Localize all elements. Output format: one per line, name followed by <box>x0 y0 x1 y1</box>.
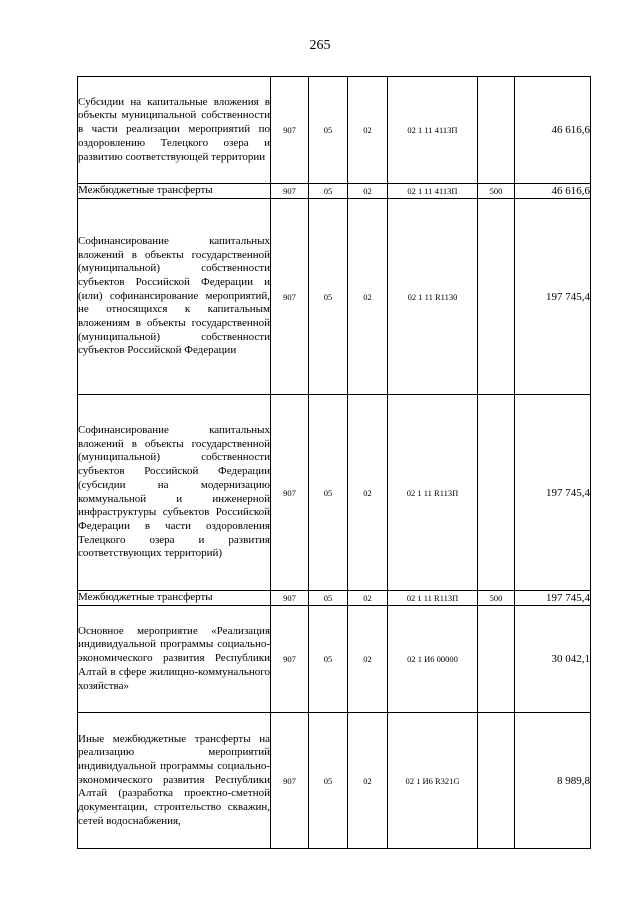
row-name-cell: Иные межбюджетные трансферты на реализацию мероприятий индивидуальной программы социально-экономического развития Республики Алтай (разработка проектно-сметной документации, строительство скважин, сетей водоснабжения, <box>78 713 271 849</box>
razdel-cell: 05 <box>309 713 348 849</box>
table-row <box>78 199 591 395</box>
csr-cell: 02 1 11 R113П <box>388 395 478 591</box>
table-row <box>78 77 591 184</box>
csr-cell: 02 1 И6 00000 <box>388 606 478 713</box>
grbs-cell: 907 <box>271 713 309 849</box>
razdel-cell: 05 <box>309 199 348 395</box>
razdel-cell: 05 <box>309 77 348 184</box>
vr-cell <box>478 395 515 591</box>
sum-cell: 30 042,1 <box>515 606 591 713</box>
podrazdel-cell: 02 <box>348 199 388 395</box>
vr-cell <box>478 713 515 849</box>
table-row <box>78 184 591 199</box>
csr-cell: 02 1 11 R1130 <box>388 199 478 395</box>
table-row <box>78 591 591 606</box>
row-name-cell: Субсидии на капитальные вложения в объекты муниципальной собственности в части реализации мероприятий по оздоровлению Телецкого озера и развитию соответствующей территории <box>78 77 271 184</box>
sum-cell: 46 616,6 <box>515 184 591 199</box>
sum-cell: 197 745,4 <box>515 591 591 606</box>
budget-table <box>77 76 591 849</box>
csr-cell: 02 1 11 4113П <box>388 77 478 184</box>
row-name-cell: Софинансирование капитальных вложений в объекты государственной (муниципальной) собственности субъектов Российской Федерации и (или) софинансирование мероприятий, не относящихся к капитальным вложениям в объекты государственной (муниципальной) собственности субъектов Российской Федерации <box>78 199 271 395</box>
podrazdel-cell: 02 <box>348 395 388 591</box>
sum-cell: 197 745,4 <box>515 199 591 395</box>
razdel-cell: 05 <box>309 184 348 199</box>
razdel-cell: 05 <box>309 591 348 606</box>
grbs-cell: 907 <box>271 606 309 713</box>
grbs-cell: 907 <box>271 199 309 395</box>
vr-cell: 500 <box>478 591 515 606</box>
grbs-cell: 907 <box>271 395 309 591</box>
table-row <box>78 395 591 591</box>
row-name-cell: Основное мероприятие «Реализация индивидуальной программы социально-экономического развития Республики Алтай в сфере жилищно-коммунального хозяйства» <box>78 606 271 713</box>
row-name-cell: Софинансирование капитальных вложений в объекты государственной (муниципальной) собственности субъектов Российской Федерации (субсидии на модернизацию коммунальной и инженерной инфраструктуры субъектов Российской Федерации в части оздоровления Телецкого озера и развития соответствующих территорий) <box>78 395 271 591</box>
row-name-cell: Межбюджетные трансферты <box>78 591 271 606</box>
podrazdel-cell: 02 <box>348 77 388 184</box>
vr-cell <box>478 606 515 713</box>
vr-cell <box>478 199 515 395</box>
page-number: 265 <box>309 38 331 53</box>
grbs-cell: 907 <box>271 591 309 606</box>
podrazdel-cell: 02 <box>348 713 388 849</box>
razdel-cell: 05 <box>309 395 348 591</box>
podrazdel-cell: 02 <box>348 591 388 606</box>
csr-cell: 02 1 И6 R321G <box>388 713 478 849</box>
razdel-cell: 05 <box>309 606 348 713</box>
csr-cell: 02 1 11 R113П <box>388 591 478 606</box>
row-name-cell: Межбюджетные трансферты <box>78 184 271 199</box>
grbs-cell: 907 <box>271 184 309 199</box>
sum-cell: 46 616,6 <box>515 77 591 184</box>
grbs-cell: 907 <box>271 77 309 184</box>
sum-cell: 197 745,4 <box>515 395 591 591</box>
sum-cell: 8 989,8 <box>515 713 591 849</box>
podrazdel-cell: 02 <box>348 606 388 713</box>
csr-cell: 02 1 11 4113П <box>388 184 478 199</box>
vr-cell <box>478 77 515 184</box>
podrazdel-cell: 02 <box>348 184 388 199</box>
table-row <box>78 606 591 713</box>
table-row <box>78 713 591 849</box>
vr-cell: 500 <box>478 184 515 199</box>
